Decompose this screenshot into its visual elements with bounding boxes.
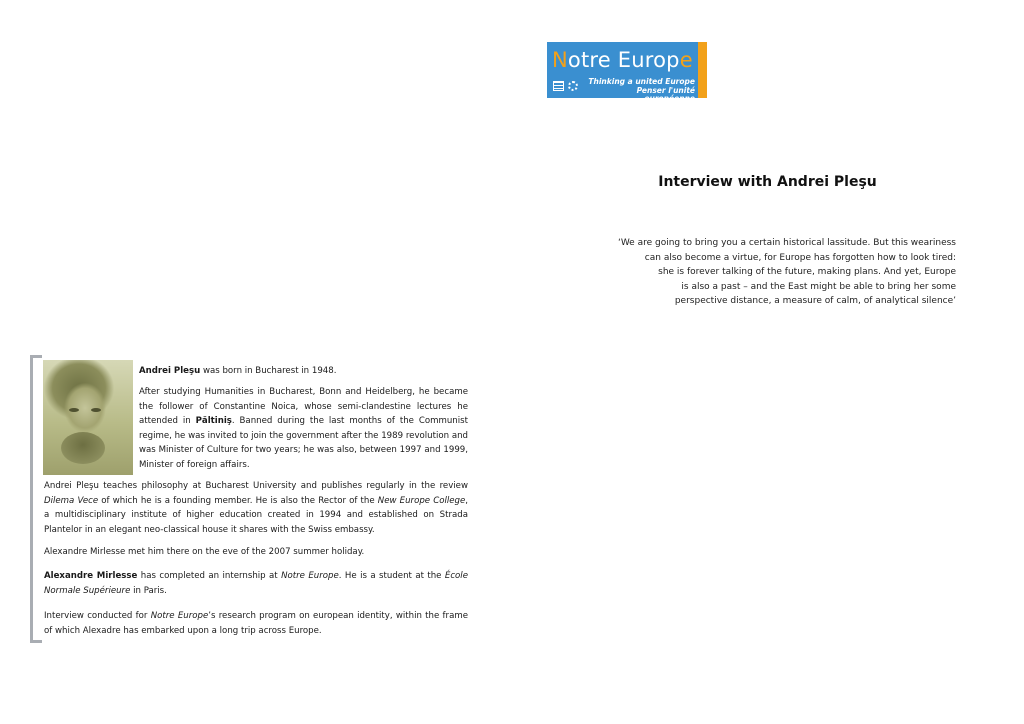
bio-bracket — [30, 355, 42, 643]
pull-quote — [600, 236, 956, 309]
logo-name-middle: otre Europ — [567, 48, 680, 72]
bio-program-note: Interview conducted for Notre Europe’s research program on european identity, within the frame of which Alexadre has embarked upon a long trip across Europe. — [44, 611, 468, 636]
logo-letter-n: N — [552, 48, 568, 72]
logo-icons — [553, 80, 578, 92]
quote-line: perspective distance, a measure of calm, of analytical silence’ — [674, 296, 956, 307]
bio-birth: Andrei Pleşu was born in Bucharest in 1948. — [139, 366, 337, 376]
logo-tagline-fr: Penser l'unité européenne — [636, 85, 695, 103]
author-portrait-photo — [43, 360, 133, 475]
review-title: Dilema Vece — [44, 495, 99, 506]
bio-name: Andrei Pleşu — [139, 366, 201, 376]
bio-meeting: Alexandre Mirlesse met him there on the eve of the 2007 summer holiday. — [44, 547, 365, 557]
notre-europe-logo — [547, 42, 707, 103]
logo-tagline-en: Thinking a united Europe — [588, 77, 695, 86]
quote-line: she is forever talking of the future, making plans. And yet, Europe — [658, 267, 956, 278]
quote-line: is also a past – and the East might be able to bring her some — [681, 281, 956, 292]
logo-tagline — [587, 78, 695, 104]
interviewer-name: Alexandre Mirlesse — [44, 571, 138, 581]
school-name: École Normale Supérieure — [44, 571, 468, 596]
eu-stars-icon — [568, 81, 578, 91]
logo-wordmark — [552, 48, 693, 72]
bio-teaching: Andrei Pleşu teaches philosophy at Bucharest University and publishes regularly in the review Dilema Vece of which he is a founding member. He is also the Rector of the New Europe College, a multidisciplinary institute of higher education created in 1994 and established on Strada Plantelor in an elegant neo-classical house it shares with the Swiss embassy. — [44, 481, 469, 535]
quote-line: can also become a virtue, for Europe has forgotten how to look tired: — [644, 252, 956, 263]
logo-accent-stripe — [698, 42, 707, 98]
bio-interviewer: Alexandre Mirlesse has completed an internship at Notre Europe. He is a student at the École Normale Supérieure in Paris. — [44, 571, 468, 596]
book-icon — [553, 81, 564, 91]
college-name: New Europe College — [377, 495, 466, 506]
logo-letter-e: e — [679, 48, 693, 72]
quote-line: ‘We are going to bring you a certain historical lassitude. But this weariness — [617, 238, 956, 248]
bio-place: Păltiniş — [195, 416, 232, 427]
page-title: Interview with Andrei Pleşu — [658, 174, 877, 190]
bio-career: After studying Humanities in Bucharest, Bonn and Heidelberg, he became the follower of Constantine Noica, whose semi-clandestine lectures he attended in Păltiniş. Banned during the last months of the Communist regime, he was invited to join the government after the 1989 revolution and was Minister of Culture for two years; he was also, between 1997 and 1999, Minister of foreign affairs. — [139, 387, 468, 470]
